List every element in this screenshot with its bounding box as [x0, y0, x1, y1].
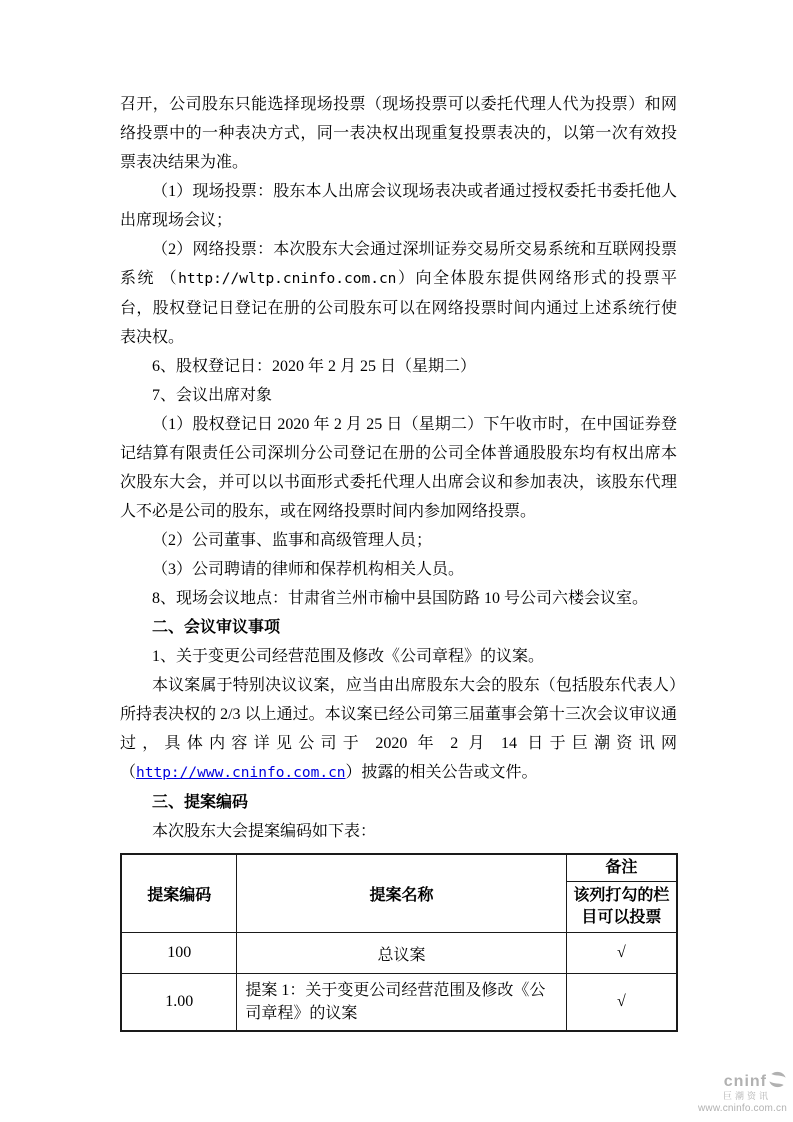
document-body	[120, 90, 677, 1032]
header-proposal-code: 提案编码	[121, 854, 237, 933]
paragraph-attendees-title: 7、会议出席对象	[152, 387, 273, 404]
cell-name: 总议案	[237, 933, 566, 974]
cell-vote-checkmark: √	[566, 933, 677, 974]
paragraph-meeting-venue: 8、现场会议地点：甘肃省兰州市榆中县国防路 10 号公司六楼会议室。	[152, 590, 649, 607]
proposal-code-table	[120, 853, 678, 1032]
section-heading-deliberation: 二、会议审议事项	[152, 619, 281, 636]
cninfo-brand-chinese: 巨潮资讯	[722, 1091, 771, 1102]
section-heading-proposal-code: 三、提案编码	[152, 794, 249, 811]
cninfo-brand-url: www.cninfo.com.cn	[698, 1103, 787, 1114]
paragraph-attendees-shareholders: （1）股权登记日 2020 年 2 月 25 日（星期二）下午收市时，在中国证券登记结算有限责任公司深圳分公司登记在册的公司全体普通股股东均有权出席本次股东大会，并可以以书面形式委托代理人出席会议和参加表决，该股东代理人不必是公司的股东，或在网络投票时间内参加网络投票。	[120, 416, 677, 520]
cninfo-brand-text: cninf	[723, 1072, 767, 1090]
cninfo-swirl-icon	[768, 1071, 787, 1093]
cell-vote-checkmark: √	[566, 974, 677, 1032]
header-remark-sub: 该列打勾的栏目可以投票	[566, 882, 677, 933]
cninfo-brand-row	[698, 1071, 787, 1093]
header-proposal-name: 提案名称	[237, 854, 566, 933]
online-voting-text-before: （2）网络投票：本次股东大会通过深圳证券交易所交易系统和互联网投票系统 （	[120, 241, 677, 287]
special-resolution-text-after: ）披露的相关公告或文件。	[345, 764, 538, 781]
header-remark: 备注	[566, 854, 677, 882]
paragraph-record-date: 6、股权登记日：2020 年 2 月 25 日（星期二）	[152, 358, 477, 375]
table-row	[121, 974, 677, 1032]
online-voting-text-after: ）向全体股东提供网络形式的投票平台，股权登记日登记在册的公司股东可以在网络投票时间内通过上述系统行使表决权。	[120, 270, 677, 346]
cninfo-watermark	[698, 1071, 787, 1114]
wltp-url-text: http://wltp.cninfo.com.cn	[178, 271, 397, 287]
cell-code: 1.00	[121, 974, 237, 1032]
paragraph-attendees-lawyers: （3）公司聘请的律师和保荐机构相关人员。	[152, 561, 465, 578]
paragraph-attendees-directors: （2）公司董事、监事和高级管理人员；	[152, 532, 433, 549]
paragraph-onsite-voting: （1）现场投票：股东本人出席会议现场表决或者通过授权委托书委托他人出席现场会议；	[120, 183, 677, 229]
cell-code: 100	[121, 933, 237, 974]
paragraph-special-resolution	[120, 671, 677, 788]
cell-name: 提案 1：关于变更公司经营范围及修改《公司章程》的议案	[237, 974, 566, 1032]
special-resolution-text-before: 本议案属于特别决议议案，应当由出席股东大会的股东（包括股东代表人）所持表决权的 2/3 以上通过。本议案已经公司第三届董事会第十三次会议审议通过，具体内容详见公司于 2020 年 2 月 14 日于巨潮资讯网（	[120, 677, 677, 781]
table-row	[121, 933, 677, 974]
paragraph-online-voting	[120, 235, 677, 352]
table-header-row-1	[121, 854, 677, 882]
paragraph-table-intro: 本次股东大会提案编码如下表：	[152, 823, 377, 840]
paragraph-proposal-item: 1、关于变更公司经营范围及修改《公司章程》的议案。	[152, 648, 545, 665]
cninfo-link[interactable]: http://www.cninfo.com.cn	[136, 765, 346, 781]
paragraph-voting-method: 召开，公司股东只能选择现场投票（现场投票可以委托代理人代为投票）和网络投票中的一种表决方式，同一表决权出现重复投票表决的，以第一次有效投票表决结果为准。	[120, 96, 677, 171]
